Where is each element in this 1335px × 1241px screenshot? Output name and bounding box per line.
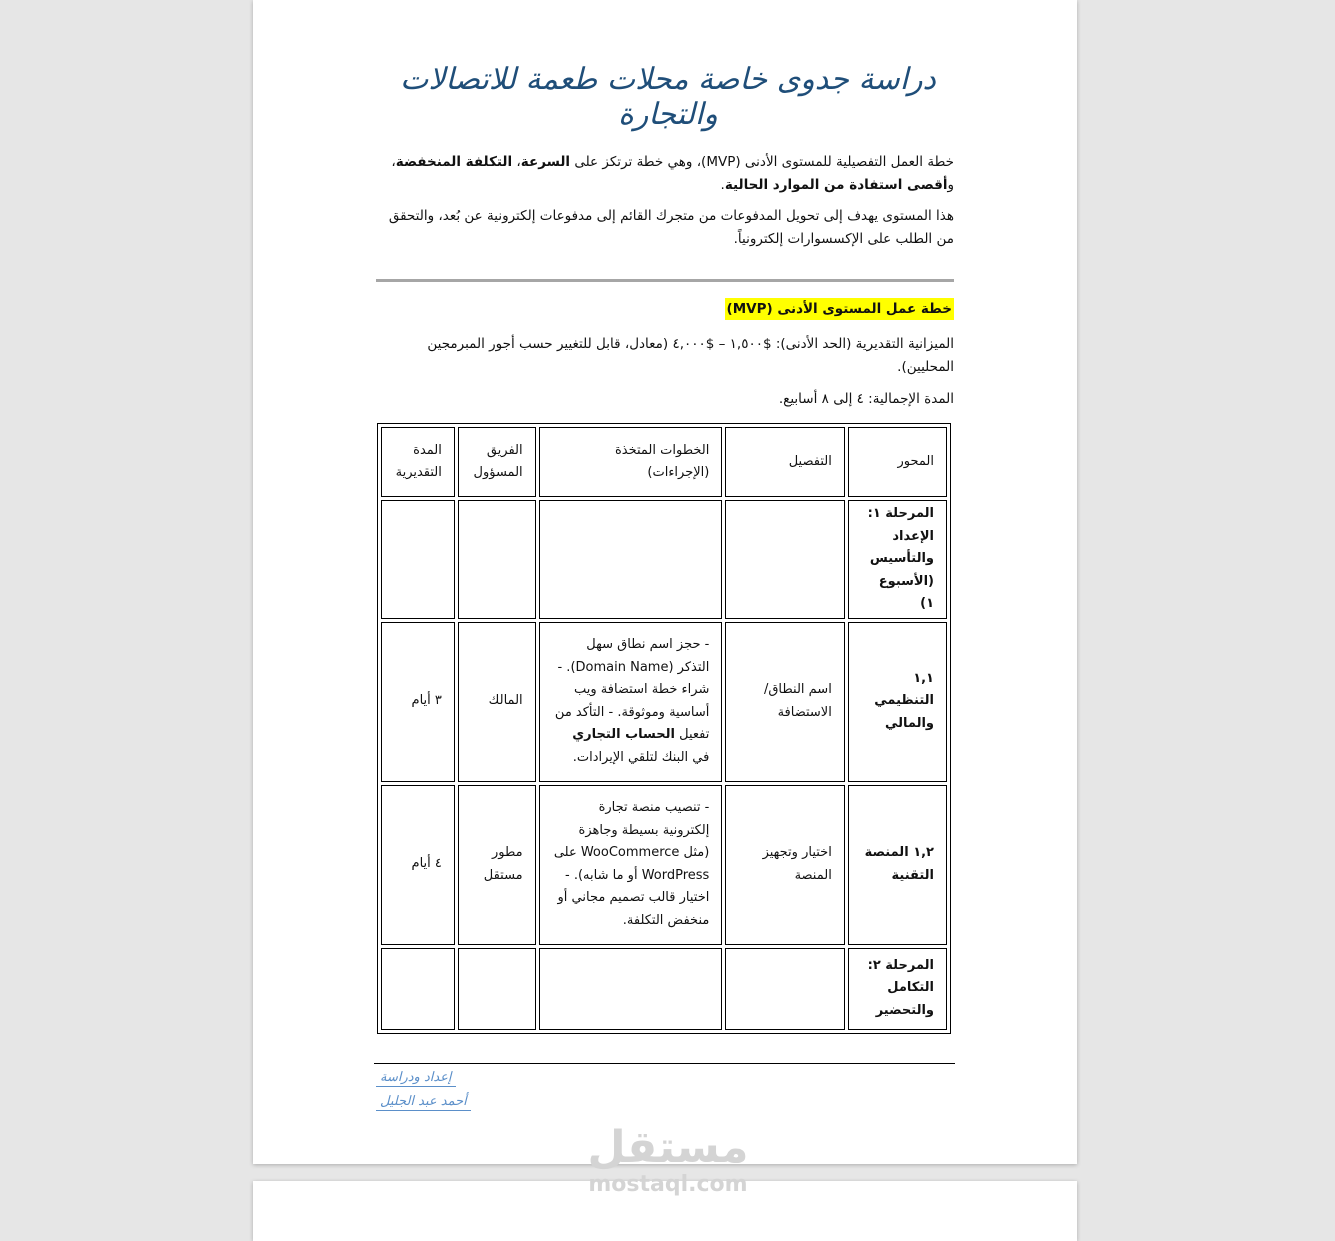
signature-line-2: أحمد عبد الجليل (376, 1094, 471, 1111)
intro-bold-cost: التكلفة المنخفضة (395, 154, 513, 170)
empty-cell (458, 948, 536, 1030)
header-steps: الخطوات المتخذة (الإجراءات) (539, 427, 723, 497)
intro-bold-speed: السرعة (520, 154, 571, 170)
signature-line-1: إعداد ودراسة (376, 1070, 456, 1087)
row1-steps (539, 622, 723, 782)
row1-detail: اسم النطاق/الاستضافة (725, 622, 844, 782)
intro-section (376, 151, 954, 259)
duration-text: المدة الإجمالية: ٤ إلى ٨ أسابيع. (778, 391, 954, 407)
intro-sep: ، و (391, 154, 954, 193)
phase2-cell: المرحلة ٢: التكامل والتحضير (848, 948, 947, 1030)
intro-sep: ، (512, 154, 521, 170)
intro-end: . (720, 177, 725, 193)
row1-steps-text: - حجز اسم نطاق سهل التذكر (Domain Name). - شراء خطة استضافة ويب أساسية وموثوقة. - التأكد من تفعيل (554, 637, 710, 742)
table-row (381, 622, 947, 782)
section-heading-wrap (376, 298, 954, 320)
row2-axis: ١,٢ المنصة التقنية (848, 785, 947, 945)
empty-cell (725, 948, 844, 1030)
watermark-arabic: مستقل (587, 1122, 749, 1173)
table-header-row (381, 427, 947, 497)
row2-steps: - تنصيب منصة تجارة إلكترونية بسيطة وجاهزة (مثل WooCommerce على WordPress أو ما شابه). - اختيار قالب تصميم مجاني أو منخفض التكلفة. (539, 785, 723, 945)
intro-paragraph-1 (376, 151, 954, 197)
table-row (381, 785, 947, 945)
phase1-cell: المرحلة ١: الإعداد والتأسيس (الأسبوع ١) (848, 500, 947, 619)
header-axis: المحور (848, 427, 947, 497)
table-row (381, 948, 947, 1030)
row1-steps-bold: الحساب التجاري (572, 727, 675, 742)
header-time: المدة التقديرية (381, 427, 455, 497)
empty-cell (381, 948, 455, 1030)
empty-cell (458, 500, 536, 619)
row1-team: المالك (458, 622, 536, 782)
section-heading: خطة عمل المستوى الأدنى (MVP) (725, 298, 954, 320)
header-team: الفريق المسؤول (458, 427, 536, 497)
intro-paragraph-2: هذا المستوى يهدف إلى تحويل المدفوعات من متجرك القائم إلى مدفوعات إلكترونية عن بُعد، والتحقق من الطلب على الإكسسوارات إلكترونياً. (388, 208, 954, 247)
row1-axis: ١,١ التنظيمي والمالي (848, 622, 947, 782)
row2-time: ٤ أيام (381, 785, 455, 945)
document-page (253, 0, 1077, 1164)
header-detail: التفصيل (725, 427, 844, 497)
document-title: دراسة جدوى خاصة محلات طعمة للاتصالات والتجارة (400, 62, 936, 132)
row1-steps-text-end: في البنك لتلقي الإيرادات. (572, 749, 710, 765)
section-divider (376, 279, 954, 282)
footer-divider (374, 1063, 955, 1064)
watermark-logo (568, 1122, 768, 1196)
budget-text: الميزانية التقديرية (الحد الأدنى): $١,٥٠٠ – $٤,٠٠٠ (معادل، قابل للتغيير حسب أجور المبرمجين المحليين). (427, 336, 954, 375)
empty-cell (539, 948, 723, 1030)
budget-wrap (376, 333, 954, 387)
empty-cell (725, 500, 844, 619)
plan-table (377, 423, 951, 1034)
watermark-url: mostaql.com (588, 1172, 748, 1197)
empty-cell (539, 500, 723, 619)
empty-cell (381, 500, 455, 619)
intro-bold-resources: أقصى استفادة من الموارد الحالية (724, 177, 948, 193)
intro-text: خطة العمل التفصيلية للمستوى الأدنى (MVP)، وهي خطة ترتكز على (570, 154, 954, 170)
row2-team: مطور مستقل (458, 785, 536, 945)
table-row (381, 500, 947, 619)
row2-detail: اختيار وتجهيز المنصة (725, 785, 844, 945)
duration-wrap (376, 388, 954, 419)
row1-time: ٣ أيام (381, 622, 455, 782)
